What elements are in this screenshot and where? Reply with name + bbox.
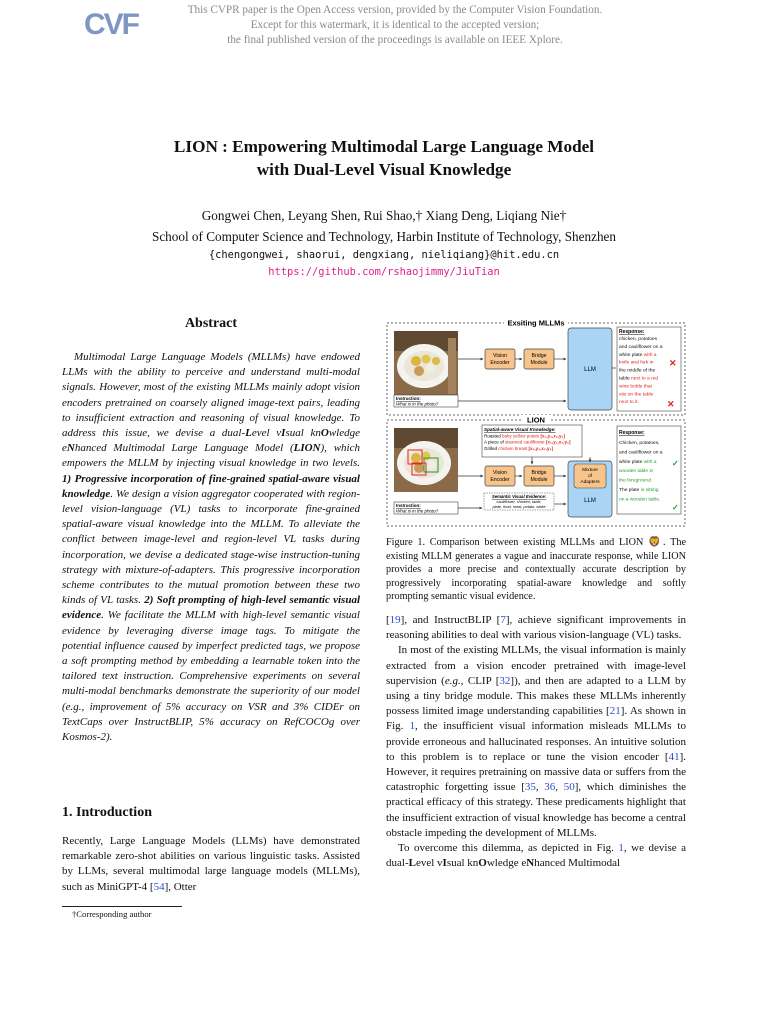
affiliation: School of Computer Science and Technology, Harbin Institute of Technology, Shenzhen	[151, 229, 616, 244]
lion-emoji-icon: 🦁	[648, 537, 664, 548]
svg-text:Instruction:: Instruction:	[396, 396, 421, 401]
watermark-line: This CVPR paper is the Open Access version, provided by the Computer Vision Foundation.	[187, 4, 603, 16]
spatial-knowledge-item: Grilled chicken breast [x₁,y₁,x₂,y₂]	[484, 445, 554, 451]
svg-text:Bridge: Bridge	[531, 470, 547, 476]
svg-text:What is in the photo?: What is in the photo?	[396, 508, 439, 514]
response-line: next to it.	[619, 400, 639, 406]
response-line: and cauliflower on a	[619, 344, 663, 350]
svg-text:Mixture: Mixture	[582, 468, 598, 473]
response-line: sits on the table	[619, 392, 654, 398]
svg-text:cauliflower, chicken, table,: cauliflower, chicken, table,	[496, 499, 542, 504]
svg-text:Semantic Visual Evidence:: Semantic Visual Evidence:	[491, 494, 547, 499]
figure-caption: Figure 1. Comparison between existing MLLMs and LION 🦁. The existing MLLM generates a vague and inaccurate response, while LION provides a more precise and contextually accurate description by progressively incorporating spatial-aware knowledge and softly prompting semantic visual evidence.	[386, 537, 687, 603]
repository-link[interactable]: https://github.com/rshaojimmy/JiuTian	[268, 266, 500, 278]
svg-text:Vision: Vision	[492, 470, 508, 476]
introduction-heading: 1. Introduction	[62, 805, 152, 820]
citation-link[interactable]: 41	[668, 750, 680, 763]
check-mark-icon: ✓	[672, 459, 679, 468]
svg-text:CVF: CVF	[84, 8, 138, 40]
svg-text:Vision: Vision	[492, 353, 508, 359]
response-line: white plate with a	[619, 352, 657, 358]
response-line: the middle of the	[619, 368, 656, 374]
citation-link[interactable]: 54	[153, 880, 165, 893]
response-line: table next to a red	[619, 376, 659, 382]
wrong-mark-icon: ✕	[669, 358, 677, 368]
cvf-logo	[84, 6, 144, 40]
spatial-knowledge-item: A piece of steamed cauliflower [x₁,y₁,x₂,y₂]	[484, 439, 571, 445]
author-emails: {chengongwei, shaorui, dengxiang, nieliqiang}@hit.edu.cn	[208, 249, 560, 261]
figure-1	[386, 318, 686, 530]
svg-text:Bridge: Bridge	[531, 353, 547, 359]
citation-link[interactable]: 7	[500, 614, 506, 626]
response-line: white plate with a	[619, 459, 657, 465]
svg-text:LLM: LLM	[584, 367, 596, 373]
svg-text:Response:: Response:	[619, 329, 645, 335]
existing-mllm-label: Exsiting MLLMs	[507, 318, 565, 328]
bridge-module-box	[524, 349, 554, 369]
citation-link[interactable]: 19	[389, 614, 401, 626]
introduction-body: Recently, Large Language Models (LLMs) have demonstrated remarkable zero-shot abilities on various linguistic tasks. Assisted by LLMs, several multimodal large language models (MLLMs), such as MiniGPT-4 [54], Otter	[62, 835, 360, 893]
response-line: Chicken, potatoes,	[619, 441, 660, 446]
watermark-line: Except for this watermark, it is identical to the accepted version;	[250, 19, 540, 31]
response-line: wine bottle that	[619, 384, 652, 390]
citation-link[interactable]: 32	[499, 674, 511, 687]
svg-text:Encoder: Encoder	[490, 477, 510, 483]
citation-link[interactable]: 50	[563, 781, 575, 794]
open-access-watermark	[160, 3, 630, 48]
abstract-body: Multimodal Large Language Models (MLLMs) have endowed LLMs with the ability to perceive and understand multi-modal signals. However, most of the existing MLLMs mainly adopt vision encoders pretrained on coarsely aligned image-text pairs, leading to insufficient extraction and reasoning of visual knowledge. To address this issue, we devise a dual-Level vIsual knOwledge eNhanced Multimodal Large Language Model (LION), which empowers the MLLM by injecting visual knowledge in two levels. 1) Progressive incorporation of fine-grained spatial-aware visual knowledge. We design a vision aggregator cooperated with region-level vision-language (VL) tasks to incorporate fine-grained spatial-aware visual knowledge into the MLLM. To alleviate the conflict between image-level and region-level VL tasks during incorporation, we devise a dedicated stage-wise instruction-tuning strategy with mixture-of-adapters. This progressive incorporation scheme contributes to the mutual promotion between these two kinds of VL tasks. 2) Soft prompting of high-level semantic visual evidence. We facilitate the MLLM with high-level semantic visual evidence by leveraging diverse image tags. To mitigate the potential influence caused by imperfect predicted tags, we propose a soft prompting method by embedding a learnable token into the tailored text instruction. Comprehensive experiments on several multi-modal benchmarks demonstrate the superiority of our model (e.g., improvement of 5% accuracy on VSR and 3% CIDEr on TextCaps over InstructBLIP, 5% accuracy on RefCOCOg over Kosmos-2).	[62, 351, 360, 744]
response-line: wooden table in	[619, 469, 654, 475]
svg-text:Module: Module	[530, 477, 548, 483]
svg-text:LLM: LLM	[584, 498, 596, 504]
title-line: with Dual-Level Visual Knowledge	[256, 160, 512, 179]
title-line: LION : Empowering Multimodal Large Language Model	[173, 137, 595, 156]
svg-text:of: of	[587, 474, 593, 479]
response-line: and cauliflower on a	[619, 450, 663, 456]
response-line: on a wooden table.	[619, 497, 661, 503]
response-line: the foreground.	[619, 478, 653, 484]
svg-text:plate, food, meal, potato, whi: plate, food, meal, potato, white	[492, 504, 546, 509]
footnote: †Corresponding author	[72, 909, 152, 919]
wrong-mark-icon: ✕	[667, 399, 675, 409]
citation-link[interactable]: 21	[609, 705, 621, 718]
citation-link[interactable]: 35	[524, 781, 536, 794]
footnote-rule	[62, 906, 182, 907]
food-photo-bottom	[394, 428, 458, 492]
check-mark-icon: ✓	[672, 503, 679, 512]
citation-link[interactable]: 36	[544, 781, 556, 794]
abstract-heading: Abstract	[184, 316, 238, 331]
figure-link[interactable]: 1	[618, 842, 624, 855]
svg-text:Adapters: Adapters	[580, 480, 600, 485]
svg-text:Instruction:: Instruction:	[396, 503, 421, 508]
svg-text:LION: LION	[527, 415, 545, 425]
food-photo-top	[394, 331, 458, 395]
svg-text:Spatial-aware Visual Knowledge: Spatial-aware Visual Knowledge:	[484, 427, 556, 432]
response-line: The plate is sitting	[619, 488, 659, 493]
response-line: knife and fork in	[619, 360, 654, 366]
response-line: chicken, potatoes	[619, 337, 658, 342]
spatial-knowledge-item: Roasted baby yellow potato [x₁,y₁,x₂,y₂]	[484, 433, 566, 439]
paper-title	[80, 135, 688, 181]
svg-text:Module: Module	[530, 360, 548, 366]
svg-text:What is in the photo?: What is in the photo?	[396, 401, 439, 407]
vision-encoder-box	[485, 349, 515, 369]
figure-link[interactable]: 1	[409, 720, 415, 733]
author-list: Gongwei Chen, Leyang Shen, Rui Shao,† Xiang Deng, Liqiang Nie†	[201, 208, 567, 223]
watermark-line: the final published version of the proceedings is available on IEEE Xplore.	[227, 34, 563, 46]
svg-text:Response:: Response:	[619, 430, 645, 436]
svg-text:Encoder: Encoder	[490, 360, 510, 366]
introduction-continued: [19], and InstructBLIP [7], achieve significant improvements in reasoning abilities to deal with various vision-language (VL) tasks. In most of the existing MLLMs, the visual information is mainly extracted from a vision encoder pretrained with image-level supervision (e.g., CLIP [32]), and then are adapted to a LLM by using a tiny bridge module. This makes these MLLMs inherently possess limited image understanding capabilities [21]. As shown in Fig. 1, the insufficient visual information misleads MLLMs to provide erroneous and hallucinated responses. An intuitive solution to this problem is to replace or tune the vision encoder [41]. However, it requires pretraining on massive data or suffers from the catastrophic forgetting issue [35, 36, 50], which diminishes the practical efficacy of this strategy. These predicaments highlight that the insufficient extraction of visual knowledge has become a central obstacle impeding the development of MLLMs. To overcome this dilemma, as depicted in Fig. 1, we devise a dual-Level vIsual knOwledge eNhanced Multimodal	[386, 614, 687, 870]
